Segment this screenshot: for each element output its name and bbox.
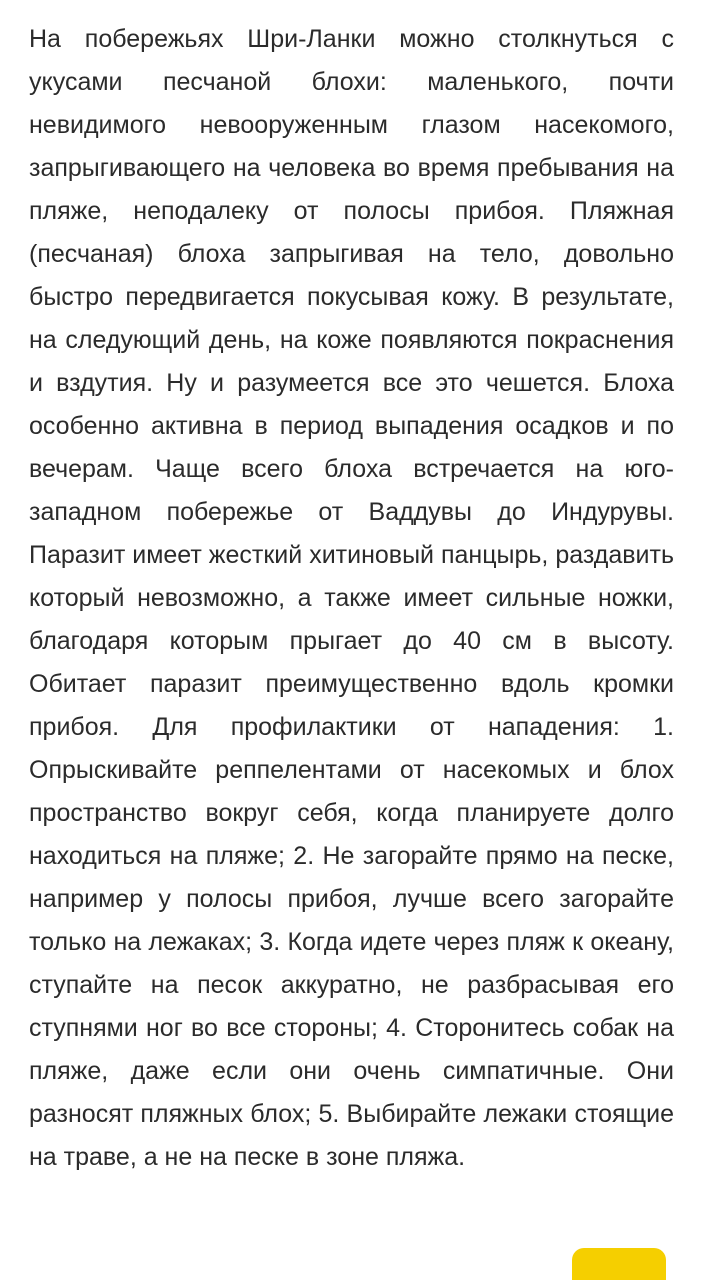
article-paragraph: На побережьях Шри-Ланки можно столкнуться с укусами песчаной блохи: маленького, почти невидимого невооруженным глазом насекомого, запрыгивающего на человека во время пребывания на пляже, неподалеку от полосы прибоя. Пляжная (песчаная) блоха запрыгивая на тело, довольно быстро передвигается покусывая кожу. В результате, на следующий день, на коже появляются покраснения и вздутия. Ну и разумеется все это чешется. Блоха особенно активна в период выпадения осадков и по вечерам. Чаще всего блоха встречается на юго-западном побережье от Ваддувы до Индурувы. Паразит имеет жесткий хитиновый панцырь, раздавить который невозможно, а также имеет сильные ножки, благодаря которым прыгает до 40 см в высоту. Обитает паразит преимущественно вдоль кромки прибоя. Для профилактики от нападения: 1. Опрыскивайте реппелентами от насекомых и блох пространство вокруг себя, когда планируете долго находиться на пляже; 2. Не загорайте прямо на песке, например у полосы прибоя, лучше всего загорайте только на лежаках; 3. Когда идете через пляж к океану, ступайте на песок аккуратно, не разбрасывая его ступнями ног во все стороны; 4. Сторонитесь собак на пляже, даже если они очень симпатичные. Они разносят пляжных блох; 5. Выбирайте лежаки стоящие на траве, а не на песке в зоне пляжа.: [29, 25, 674, 1171]
floating-action-button[interactable]: [572, 1248, 666, 1280]
